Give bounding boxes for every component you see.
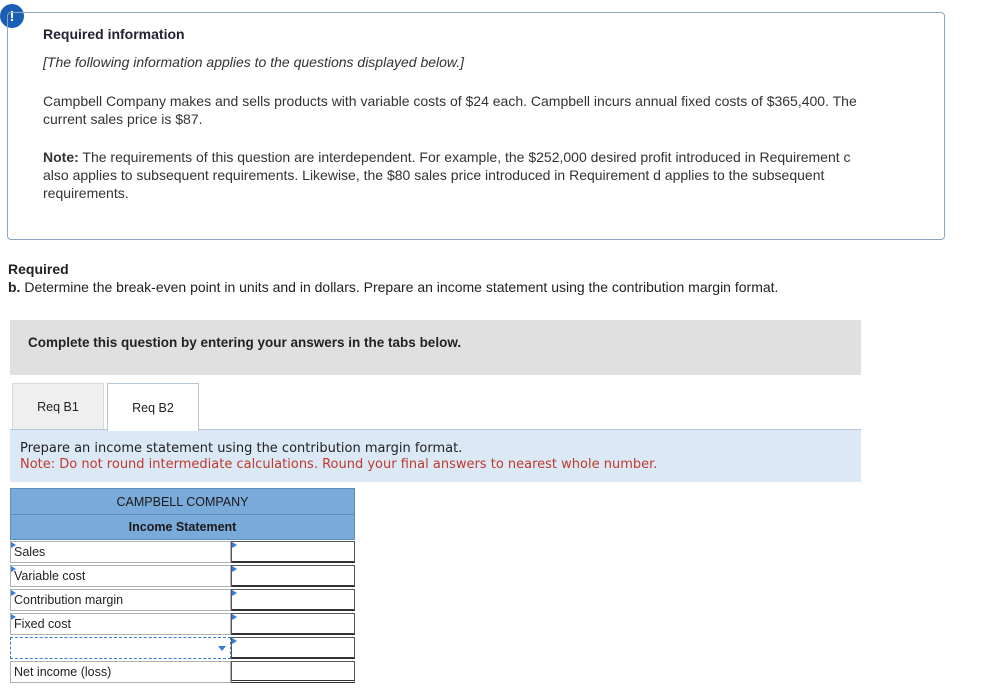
- tab-req-b1[interactable]: Req B1: [12, 383, 104, 430]
- row-label-variable-cost[interactable]: Variable cost: [10, 565, 231, 587]
- table-row: [10, 636, 355, 660]
- alert-icon: !: [0, 4, 24, 28]
- required-heading: Required: [8, 261, 69, 277]
- requirement-b-text: Determine the break-even point in units and in dollars. Prepare an income statement using the contribution margin format.: [20, 279, 779, 295]
- info-note: [43, 148, 873, 202]
- row-label-fixed-cost[interactable]: Fixed cost: [10, 613, 231, 635]
- table-row: [10, 588, 355, 612]
- instructions-panel: [10, 429, 861, 482]
- instruction-note: Note: Do not round intermediate calculations. Round your final answers to nearest whole number.: [20, 457, 658, 472]
- note-label: Note:: [43, 149, 79, 165]
- fixed-cost-input[interactable]: [231, 613, 355, 635]
- table-row: [10, 660, 355, 684]
- sales-input[interactable]: [231, 541, 355, 563]
- row-label-net-income: Net income (loss): [10, 661, 231, 683]
- instruction-line: Prepare an income statement using the contribution margin format.: [20, 441, 463, 456]
- row-label-contribution-margin[interactable]: Contribution margin: [10, 589, 231, 611]
- table-row: [10, 612, 355, 636]
- chevron-down-icon[interactable]: [218, 646, 226, 651]
- requirement-b-label: b.: [8, 279, 21, 295]
- info-subtitle: [The following information applies to the questions displayed below.]: [43, 54, 465, 70]
- variable-cost-input[interactable]: [231, 565, 355, 587]
- dropdown-row-input[interactable]: [231, 637, 355, 659]
- row-label-sales[interactable]: Sales: [10, 541, 231, 563]
- complete-question-text: Complete this question by entering your answers in the tabs below.: [28, 335, 462, 350]
- statement-title: Income Statement: [10, 515, 355, 540]
- net-income-input[interactable]: [231, 661, 355, 683]
- company-name: CAMPBELL COMPANY: [10, 488, 355, 515]
- info-paragraph: Campbell Company makes and sells products with variable costs of $24 each. Campbell incurs annual fixed costs of $365,400. The current sales price is $87.: [43, 93, 857, 127]
- table-row: [10, 564, 355, 588]
- income-statement-table: [10, 488, 355, 684]
- row-label-dropdown[interactable]: [10, 637, 231, 659]
- contribution-margin-input[interactable]: [231, 589, 355, 611]
- info-title: Required information: [43, 26, 185, 42]
- requirement-b: [8, 279, 778, 295]
- note-text: The requirements of this question are interdependent. For example, the $252,000 desired profit introduced in Requirement c also applies to subsequent requirements. Likewise, the $80 sales price introduced in Requirement d applies to the subsequent requirements.: [43, 149, 851, 201]
- tab-req-b2[interactable]: Req B2: [107, 383, 199, 431]
- complete-question-bar: [10, 320, 861, 375]
- table-row: [10, 540, 355, 564]
